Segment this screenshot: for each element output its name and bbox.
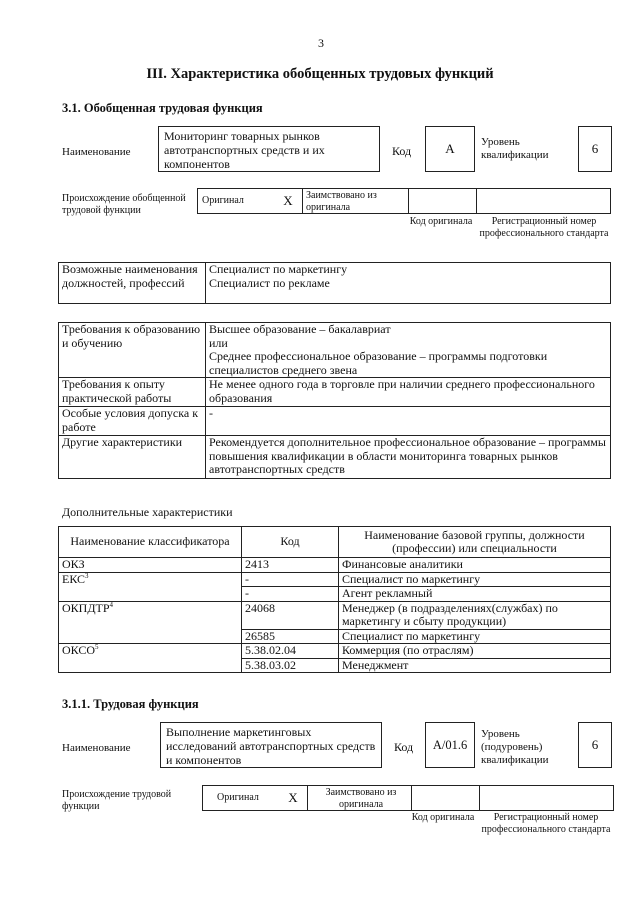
classifier-table [58, 526, 611, 673]
gtf-name-field [158, 126, 380, 172]
req-experience-value: Не менее одного года в торговле при наличии среднего профессионального образования [206, 378, 611, 407]
req-line: или [209, 335, 228, 350]
classifier-cell: ОКПДТР$^4$ [59, 601, 242, 644]
divider [479, 786, 480, 810]
table-row [59, 558, 611, 573]
tf-original-mark: Х [288, 790, 298, 805]
req-other-value: Рекомендуется дополнительное профессиональное образование – программы повышения квалификации в области мониторинга товарных рынков автотранспортных средств [206, 436, 611, 479]
page-number: 3 [318, 36, 324, 50]
tf-name-value: Выполнение маркетинговых исследований автотранспортных средств и компонентов [166, 725, 376, 767]
col-header-classifier: Наименование классификатора [59, 527, 242, 558]
positions-cell [206, 263, 611, 304]
gtf-code-label: Код [392, 144, 412, 158]
tf-level-label: Уровень (подуровень) квалификации [481, 728, 549, 766]
tf-level-value: 6 [591, 737, 599, 752]
tf-code-value: А/01.6 [432, 737, 468, 752]
code-cell: 5.38.02.04 [242, 644, 339, 659]
classifier-cell: ЕКС$^3$ [59, 572, 242, 601]
gtf-level-value: 6 [591, 141, 599, 156]
req-education-label: Требования к образованию и обучению [59, 323, 206, 378]
divider [476, 189, 477, 213]
gtf-level-field [578, 126, 612, 172]
name-cell: Менеджмент [339, 658, 611, 673]
tf-reg-number-label: Регистрационный номер профессионального стандарта [481, 812, 611, 835]
classifier-cell: ОКСО$^5$ [59, 644, 242, 673]
positions-table [58, 262, 611, 304]
gtf-name-value: Мониторинг товарных рынков автотранспортных средств и их компонентов [164, 129, 325, 171]
tf-name-field [160, 722, 382, 768]
classifier-cell: ОКЗ [59, 558, 242, 573]
req-conditions-value: - [206, 407, 611, 436]
tf-name-label: Наименование [62, 742, 131, 754]
table-row [59, 601, 611, 629]
gtf-original-label: Оригинал [202, 195, 244, 206]
name-cell: Коммерция (по отраслям) [339, 644, 611, 659]
positions-label: Возможные наименования должностей, профессий [59, 263, 206, 304]
gtf-code-field [425, 126, 475, 172]
gtf-code-value: А [445, 141, 455, 156]
name-cell: Менеджер (в подразделениях(службах) по маркетингу и сбыту продукции) [339, 601, 611, 629]
code-cell: 24068 [242, 601, 339, 629]
position-item: Специалист по маркетингу [209, 262, 348, 276]
section-title: III. Характеристика обобщенных трудовых функций [146, 66, 494, 82]
divider [408, 189, 409, 213]
req-education-value [206, 323, 611, 378]
divider [411, 786, 412, 810]
gtf-origin-table [197, 188, 611, 214]
gtf-heading: 3.1. Обобщенная трудовая функция [62, 101, 263, 115]
tf-borrowed-label: Заимствовано из оригинала [325, 787, 397, 810]
gtf-borrowed-label: Заимствовано из оригинала [306, 190, 377, 213]
tf-origin-label: Происхождение трудовой функции [62, 789, 172, 812]
tf-level-field [578, 722, 612, 768]
tf-origin-table [202, 785, 614, 811]
code-cell: - [242, 572, 339, 587]
position-item: Специалист по рекламе [209, 275, 330, 290]
gtf-name-label: Наименование [62, 146, 131, 158]
tf-original-label: Оригинал [217, 792, 259, 803]
code-cell: 2413 [242, 558, 339, 573]
table-row [59, 572, 611, 587]
additional-heading: Дополнительные характеристики [62, 505, 233, 519]
col-header-name: Наименование базовой группы, должности (профессии) или специальности [339, 527, 611, 558]
table-row [59, 644, 611, 659]
req-line: Высшее образование – бакалавриат [209, 322, 391, 336]
req-line: Среднее профессиональное образование – программы подготовки специалистов среднего звена [209, 349, 548, 377]
name-cell: Специалист по маркетингу [339, 572, 611, 587]
gtf-reg-number-label: Регистрационный номер профессионального стандарта [479, 216, 609, 239]
name-cell: Специалист по маркетингу [339, 629, 611, 644]
req-conditions-label: Особые условия допуска к работе [59, 407, 206, 436]
tf-code-field [425, 722, 475, 768]
code-cell: 5.38.03.02 [242, 658, 339, 673]
requirements-table [58, 322, 611, 479]
divider [307, 786, 308, 810]
col-header-code: Код [242, 527, 339, 558]
gtf-origin-label: Происхождение обобщенной трудовой функции [62, 193, 186, 216]
divider [302, 189, 303, 213]
name-cell: Финансовые аналитики [339, 558, 611, 573]
gtf-level-label: Уровень квалификации [481, 136, 549, 161]
code-cell: - [242, 587, 339, 602]
gtf-original-mark: Х [283, 193, 293, 208]
code-cell: 26585 [242, 629, 339, 644]
req-experience-label: Требования к опыту практической работы [59, 378, 206, 407]
name-cell: Агент рекламный [339, 587, 611, 602]
gtf-code-original-label: Код оригинала [409, 216, 473, 227]
tf-code-label: Код [394, 740, 414, 754]
req-other-label: Другие характеристики [59, 436, 206, 479]
tf-code-original-label: Код оригинала [411, 812, 475, 823]
tf-heading: 3.1.1. Трудовая функция [62, 697, 199, 711]
